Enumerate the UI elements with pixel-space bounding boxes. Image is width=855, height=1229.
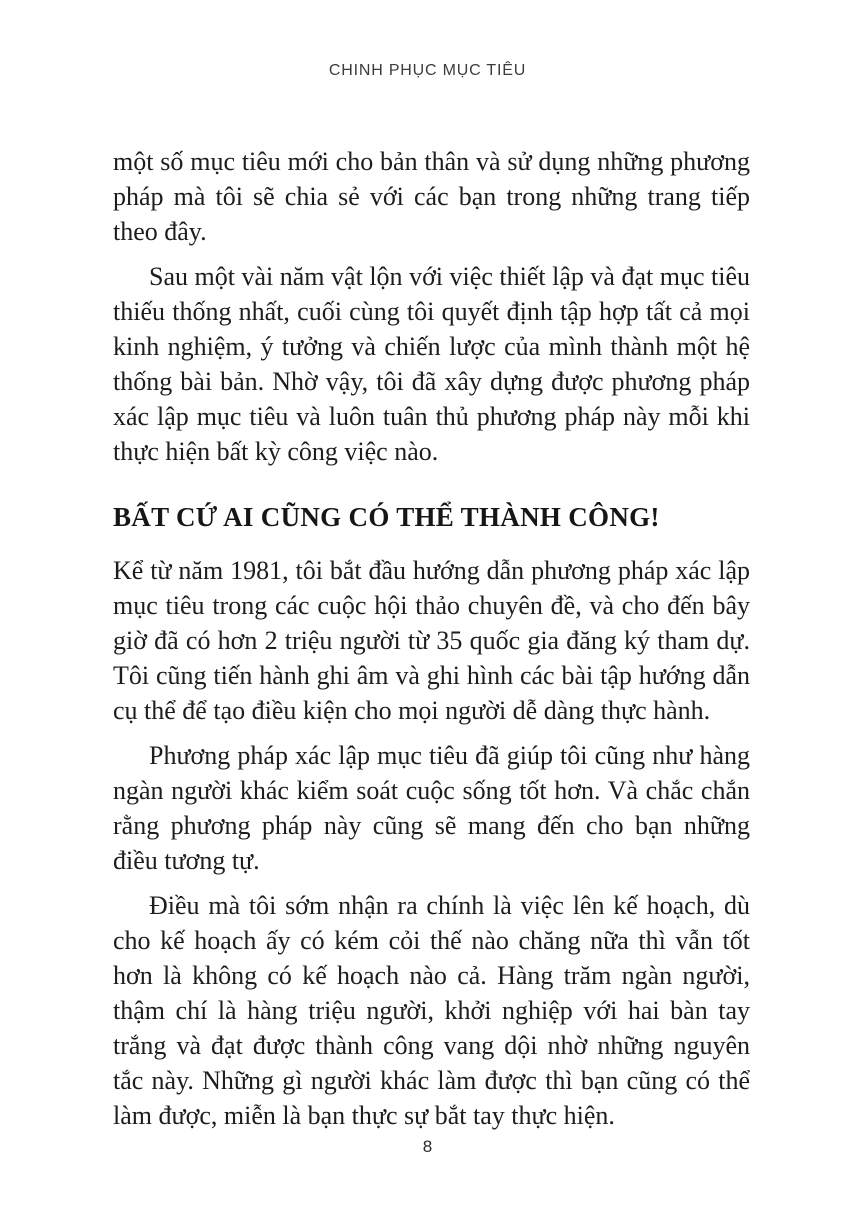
paragraph-continuation: một số mục tiêu mới cho bản thân và sử dụng những phương pháp mà tôi sẽ chia sẻ với các bạn trong những trang tiếp theo đây. [113, 147, 750, 246]
running-header: CHINH PHỤC MỤC TIÊU [328, 62, 527, 79]
paragraph: Điều mà tôi sớm nhận ra chính là việc lên kế hoạch, dù cho kế hoạch ấy có kém cỏi thế nào chăng nữa thì vẫn tốt hơn là không có kế hoạch nào cả. Hàng trăm ngàn người, thậm chí là hàng triệu người, khởi nghiệp với hai bàn tay trắng và đạt được thành công vang dội nhờ những nguyên tắc này. Những gì người khác làm được thì bạn cũng có thể làm được, miễn là bạn thực sự bắt tay thực hiện. [113, 891, 750, 1130]
section-heading: BẤT CỨ AI CŨNG CÓ THỂ THÀNH CÔNG! [113, 502, 660, 532]
page-number: 8 [422, 1137, 433, 1156]
paragraph: Phương pháp xác lập mục tiêu đã giúp tôi cũng như hàng ngàn người khác kiểm soát cuộc sống tốt hơn. Và chắc chắn rằng phương pháp này cũng sẽ mang đến cho bạn những điều tương tự. [113, 741, 750, 875]
paragraph: Sau một vài năm vật lộn với việc thiết lập và đạt mục tiêu thiếu thống nhất, cuối cùng tôi quyết định tập hợp tất cả mọi kinh nghiệm, ý tưởng và chiến lược của mình thành một hệ thống bài bản. Nhờ vậy, tôi đã xây dựng được phương pháp xác lập mục tiêu và luôn tuân thủ phương pháp này mỗi khi thực hiện bất kỳ công việc nào. [113, 262, 750, 466]
paragraph: Kể từ năm 1981, tôi bắt đầu hướng dẫn phương pháp xác lập mục tiêu trong các cuộc hội thảo chuyên đề, và cho đến bây giờ đã có hơn 2 triệu người từ 35 quốc gia đăng ký tham dự. Tôi cũng tiến hành ghi âm và ghi hình các bài tập hướng dẫn cụ thể để tạo điều kiện cho mọi người dễ dàng thực hành. [113, 556, 750, 725]
page-content [113, 144, 750, 1143]
